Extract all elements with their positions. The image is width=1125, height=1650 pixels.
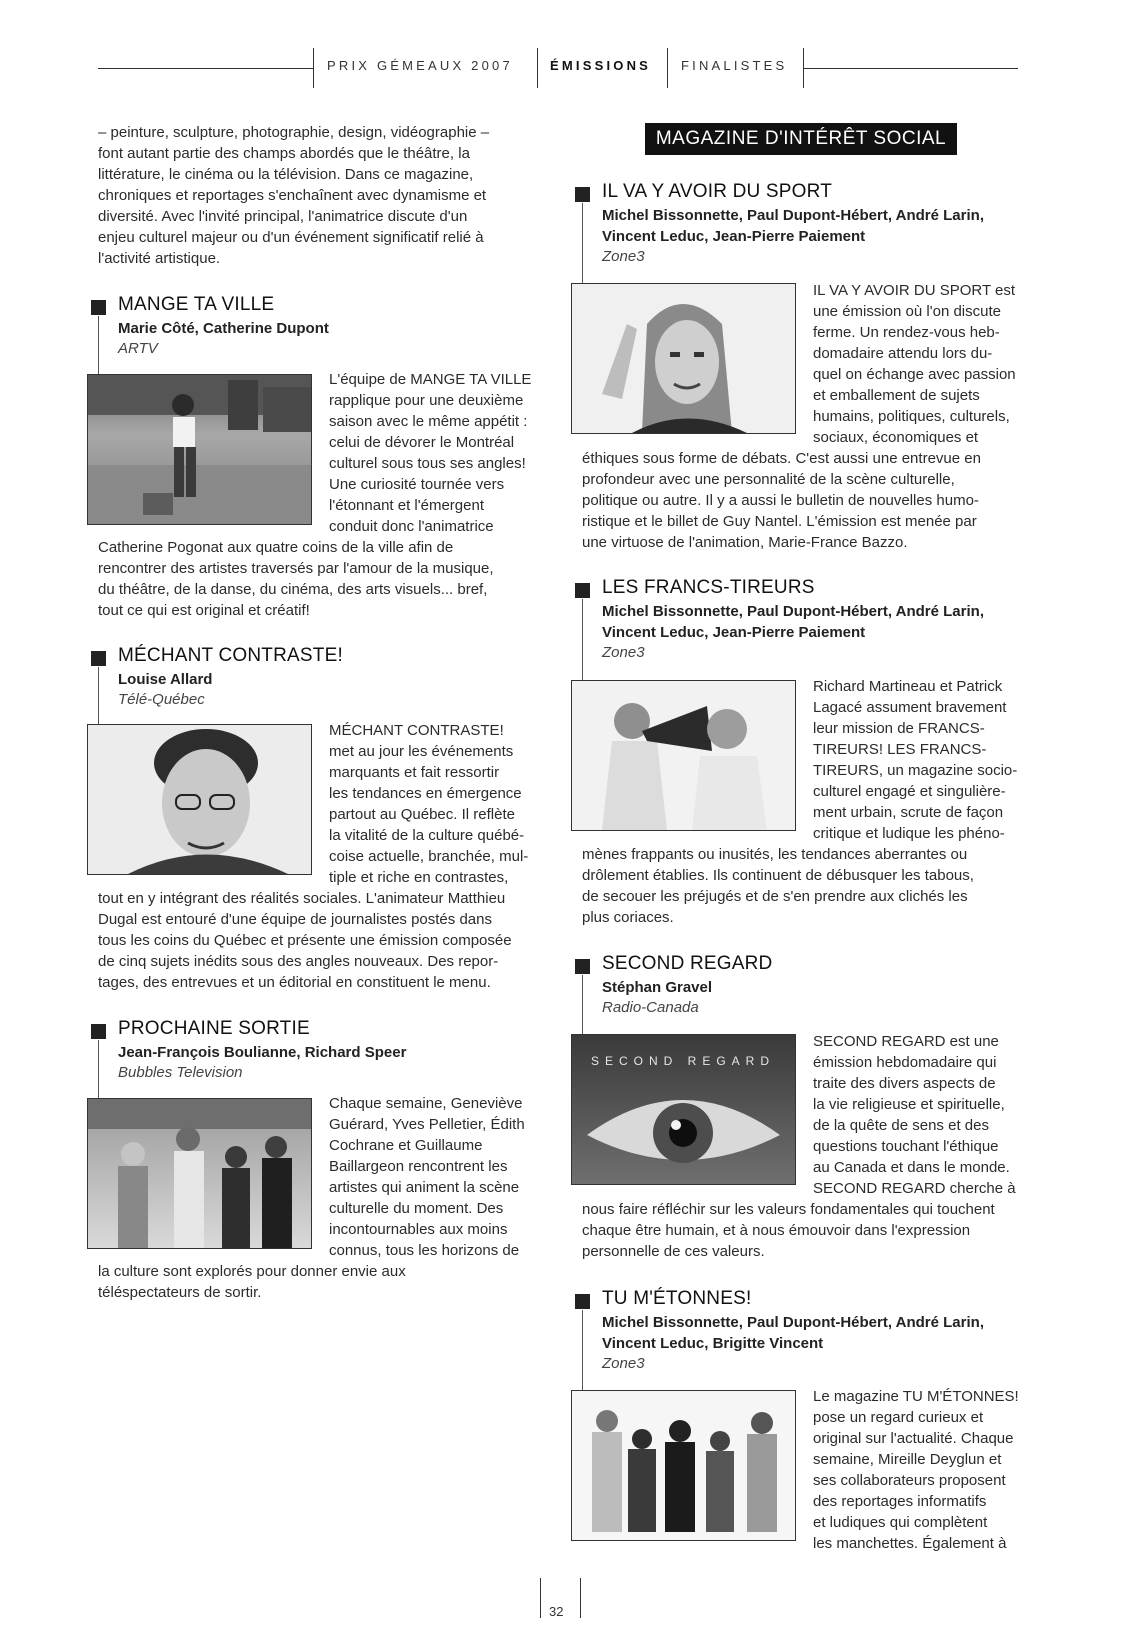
show-description: IL VA Y AVOIR DU SPORT est une émission où l'on discute ferme. Un rendez-vous heb- domadaire attendu lors du- quel on échange avec passion et emballement de sujets humains, politiques, culturels, sociaux, économiques et <box>813 282 1016 446</box>
show-network: Zone3 <box>602 1355 645 1372</box>
show-title: IL VA Y AVOIR DU SPORT <box>602 181 833 202</box>
page-number-divider <box>540 1578 541 1618</box>
show-description: Richard Martineau et Patrick Lagacé assument bravement leur mission de FRANCS- TIREURS! LES FRANCS- TIREURS, un magazine socio- culturel engagé et singulière- ment urbain, scrute de façon critique et ludique les phéno- <box>813 678 1018 842</box>
show-network: Télé-Québec <box>118 691 205 708</box>
second-regard-logo-text: SECOND REGARD <box>590 1054 776 1068</box>
header-finalistes: FINALISTES <box>681 58 788 73</box>
show-network: Zone3 <box>602 248 645 265</box>
show-description-continued: éthiques sous forme de débats. C'est aussi une entrevue en profondeur avec une personnalité de la scène culturelle, politique ou autre. Il y a aussi le bulletin de nouvelles humo- ristique et le billet de Guy Nantel. L'émission est menée par une virtuose de l'animation, Marie-France Bazzo. <box>582 450 981 551</box>
section-marker <box>575 959 590 974</box>
section-connector <box>582 1310 583 1390</box>
show-photo <box>87 1098 312 1249</box>
header-divider <box>537 48 538 88</box>
page-number: 32 <box>549 1604 564 1619</box>
section-marker <box>91 1024 106 1039</box>
show-description-continued: Catherine Pogonat aux quatre coins de la ville afin de rencontrer des artistes traversés par l'amour de la musique, du théâtre, de la danse, du cinéma, des arts visuels... bref, tout ce qui est original et créatif! <box>98 539 494 619</box>
il-va-y-avoir-du-sport-portrait <box>572 284 795 433</box>
show-photo <box>571 1034 796 1185</box>
prochaine-sortie-group <box>88 1099 311 1248</box>
header-prix-gemeaux: PRIX GÉMEAUX 2007 <box>327 58 513 73</box>
show-network: ARTV <box>118 340 158 357</box>
show-credits: Michel Bissonnette, Paul Dupont-Hébert, André Larin, Vincent Leduc, Jean-Pierre Paiement <box>602 603 984 641</box>
show-network: Zone3 <box>602 644 645 661</box>
section-connector <box>98 316 99 374</box>
show-title: SECOND REGARD <box>602 953 773 974</box>
show-photo <box>571 283 796 434</box>
intro-paragraph: – peinture, sculpture, photographie, design, vidéographie – font autant partie des champs abordés que le théâtre, la littérature, le cinéma ou la télévision. Dans ce magazine, chroniques et reportages s'enchaînent avec dynamisme et diversité. Avec l'invité principal, l'animatrice discute d'un enjeu culturel majeur ou d'un événement significatif relié à l'activité artistique. <box>98 124 490 267</box>
header-divider <box>667 48 668 88</box>
show-credits: Louise Allard <box>118 671 213 688</box>
show-title: MÉCHANT CONTRASTE! <box>118 645 343 666</box>
show-description-continued: nous faire réfléchir sur les valeurs fondamentales qui touchent chaque être humain, et à nous émouvoir dans l'expression personnelle de ces valeurs. <box>582 1201 995 1260</box>
show-photo <box>87 724 312 875</box>
show-network: Radio-Canada <box>602 999 699 1016</box>
show-description-continued: mènes frappants ou inusités, les tendances aberrantes ou drôlement établies. Ils continuent de débusquer les tabous, de secouer les préjugés et de s'en prendre aux clichés les plus coriaces. <box>582 846 974 926</box>
show-credits: Michel Bissonnette, Paul Dupont-Hébert, André Larin, Vincent Leduc, Jean-Pierre Paiement <box>602 207 984 245</box>
tu-metonnes-group <box>572 1391 795 1540</box>
show-credits: Stéphan Gravel <box>602 979 713 996</box>
header-rule-right <box>803 68 1018 69</box>
show-title: MANGE TA VILLE <box>118 294 275 315</box>
show-description: SECOND REGARD est une émission hebdomadaire qui traite des divers aspects de la vie religieuse et spirituelle, de la quête de sens et des questions touchant l'éthique au Canada et dans le monde. SECOND REGARD cherche à <box>813 1033 1016 1197</box>
show-title: LES FRANCS-TIREURS <box>602 577 815 598</box>
section-connector <box>98 1040 99 1098</box>
header-divider <box>313 48 314 88</box>
section-marker <box>575 583 590 598</box>
section-connector <box>582 975 583 1034</box>
francs-tireurs-duo <box>572 681 795 830</box>
show-description: L'équipe de MANGE TA VILLE rapplique pour une deuxième saison avec le même appétit : celui de dévorer le Montréal culturel sous tous ses angles! Une curiosité tournée vers l'étonnant et l'émergent conduit donc l'animatrice <box>329 371 532 535</box>
category-banner: MAGAZINE D'INTÉRÊT SOCIAL <box>645 123 957 155</box>
page-number-divider <box>580 1578 581 1618</box>
show-photo <box>571 1390 796 1541</box>
show-credits: Jean-François Boulianne, Richard Speer <box>118 1044 407 1061</box>
show-credits: Marie Côté, Catherine Dupont <box>118 320 329 337</box>
show-title: PROCHAINE SORTIE <box>118 1018 310 1039</box>
show-title: TU M'ÉTONNES! <box>602 1288 752 1309</box>
show-description: MÉCHANT CONTRASTE! met au jour les événements marquants et fait ressortir les tendances en émergence partout au Québec. Il reflète la vitalité de la culture québé- coise actuelle, branchée, mul- tiple et riche en contrastes, <box>329 722 529 886</box>
show-description-continued: la culture sont explorés pour donner envie aux téléspectateurs de sortir. <box>98 1263 406 1301</box>
mange-ta-ville-illustration <box>88 375 311 524</box>
show-photo <box>571 680 796 831</box>
show-description-continued: tout en y intégrant des réalités sociales. L'animateur Matthieu Dugal est entouré d'une équipe de journalistes postés dans tous les coins du Québec et présente une émission composée de cinq sujets inédits sous des angles nouveaux. Des repor- tages, des entrevues et un éditorial en constituent le menu. <box>98 890 512 991</box>
section-connector <box>98 667 99 724</box>
section-marker <box>91 651 106 666</box>
second-regard-eye <box>572 1035 795 1184</box>
header-rule-left <box>98 68 313 69</box>
section-marker <box>91 300 106 315</box>
section-connector <box>582 599 583 680</box>
show-network: Bubbles Television <box>118 1064 243 1081</box>
section-marker <box>575 1294 590 1309</box>
show-photo <box>87 374 312 525</box>
show-credits: Michel Bissonnette, Paul Dupont-Hébert, André Larin, Vincent Leduc, Brigitte Vincent <box>602 1314 984 1352</box>
show-description: Chaque semaine, Geneviève Guérard, Yves Pelletier, Édith Cochrane et Guillaume Baillargeon rencontrent les artistes qui animent la scène culturelle du moment. Des incontournables aux moins connus, tous les horizons de <box>329 1095 525 1259</box>
section-marker <box>575 187 590 202</box>
header-emissions: ÉMISSIONS <box>550 58 652 73</box>
mechant-contraste-portrait <box>88 725 311 874</box>
show-description: Le magazine TU M'ÉTONNES! pose un regard curieux et original sur l'actualité. Chaque semaine, Mireille Deyglun et ses collaborateurs proposent des reportages informatifs et ludiques qui complètent les manchettes. Également à <box>813 1388 1019 1552</box>
section-connector <box>582 203 583 283</box>
